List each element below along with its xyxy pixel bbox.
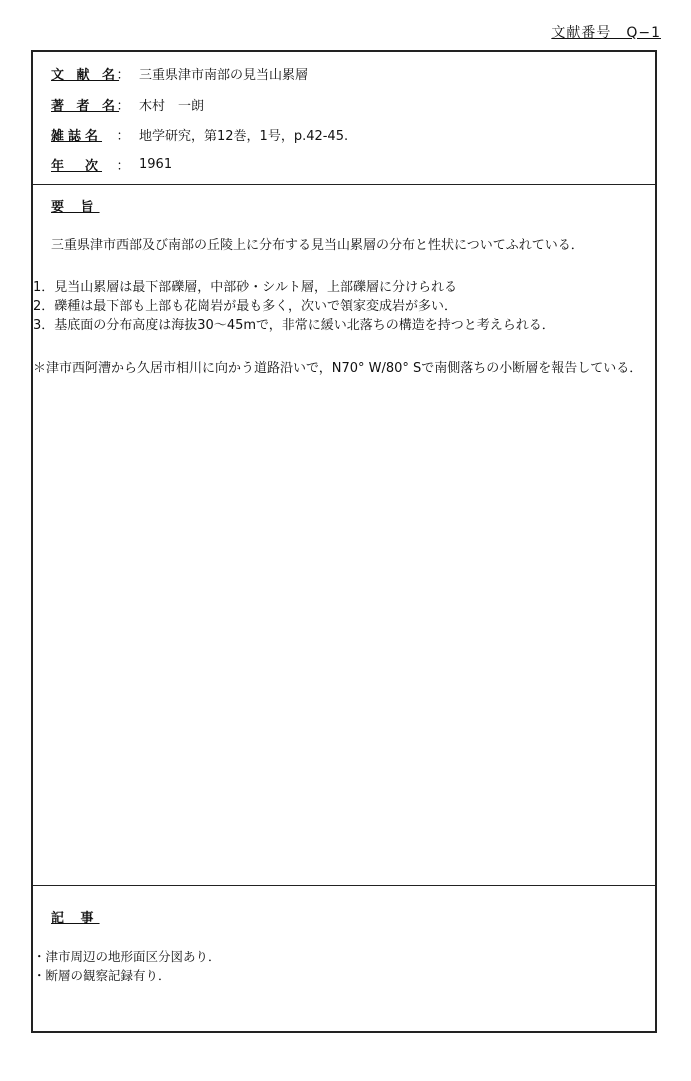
year-colon: ： bbox=[116, 158, 130, 174]
bibliography-header bbox=[33, 52, 655, 185]
abstract-point: 2．礫種は最下部も上部も花崗岩が最も多く，次いで領家変成岩が多い． bbox=[33, 299, 458, 314]
article-item: ・津市周辺の地形面区分図あり． bbox=[33, 949, 221, 964]
journal-row bbox=[51, 123, 348, 145]
title-value: 三重県津市南部の見当山累層 bbox=[139, 67, 309, 83]
record-frame bbox=[31, 50, 657, 1033]
year-label: 年 次 bbox=[51, 158, 103, 174]
year-value: 1961 bbox=[139, 156, 173, 172]
journal-value: 地学研究，第12巻，1号，p.42-45. bbox=[139, 128, 349, 144]
section-divider bbox=[33, 885, 655, 886]
abstract-point: 3．基底面の分布高度は海抜30〜45mで，非常に緩い北落ちの構造を持つと考えられる． bbox=[33, 318, 555, 333]
title-colon: ： bbox=[116, 67, 130, 83]
author-row bbox=[51, 93, 204, 115]
title-row bbox=[51, 62, 308, 84]
year-row bbox=[51, 153, 172, 175]
document-number: 文献番号 Q−1 bbox=[551, 25, 661, 41]
abstract-note: ＊津市西阿漕から久居市相川に向かう道路沿いで，N70° W/80° Sで南側落ちの小断層を報告している． bbox=[33, 361, 643, 376]
journal-label: 雑誌名 bbox=[51, 128, 103, 144]
abstract-points bbox=[33, 278, 555, 335]
article-item: ・断層の観察記録有り． bbox=[33, 968, 171, 983]
author-label: 著 者 名 bbox=[51, 98, 120, 114]
author-value: 木村 一朗 bbox=[139, 98, 205, 114]
abstract-heading: 要 旨 bbox=[51, 200, 100, 215]
articles-heading: 記 事 bbox=[51, 911, 100, 926]
title-label: 文 献 名 bbox=[51, 67, 120, 83]
abstract-summary: 三重県津市西部及び南部の丘陵上に分布する見当山累層の分布と性状についてふれている． bbox=[51, 238, 584, 253]
author-colon: ： bbox=[116, 98, 130, 114]
abstract-point: 1．見当山累層は最下部礫層，中部砂・シルト層，上部礫層に分けられる bbox=[33, 280, 457, 295]
journal-colon: ： bbox=[116, 128, 130, 144]
articles-list bbox=[33, 947, 221, 985]
